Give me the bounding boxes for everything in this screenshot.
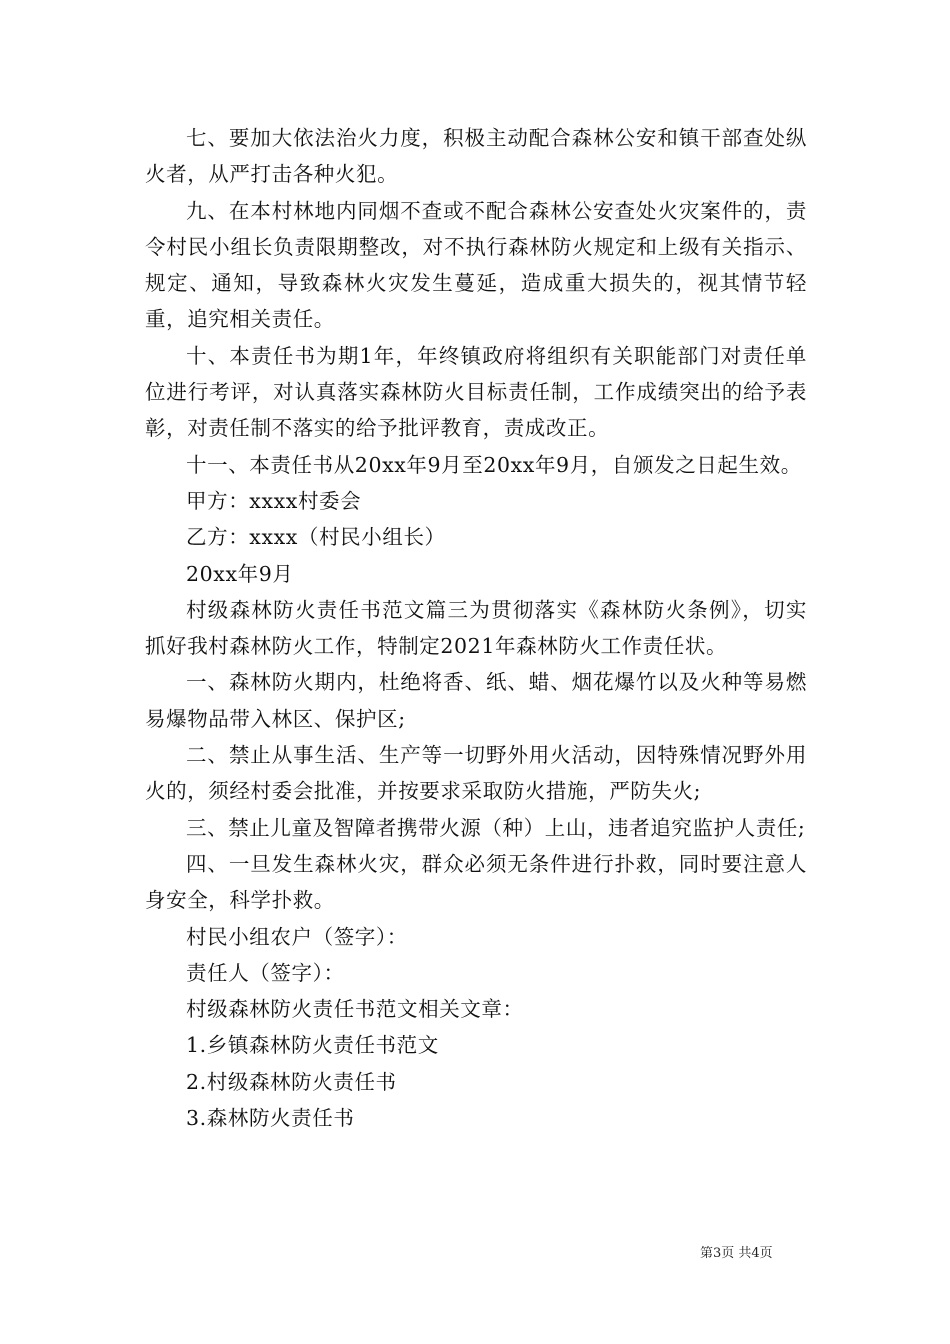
- party-a-line: 甲方：xxxx村委会: [186, 488, 362, 513]
- related-article-link-2[interactable]: 2.村级森林防火责任书: [186, 1069, 397, 1094]
- paragraph-item-three: 三、禁止儿童及智障者携带火源（种）上山，违者追究监护人责任;: [186, 815, 806, 840]
- page-number-footer: 第3页 共4页: [700, 1246, 773, 1261]
- paragraph-nine: 九、在本村林地内同烟不查或不配合森林公安查处火灾案件的，责令村民小组长负责限期整改，对不执行森林防火规定和上级有关指示、规定、通知，导致森林火灾发生蔓延，造成重大损失的，视其情节轻重，追究相关责任。: [145, 198, 807, 332]
- responsible-signature-line: 责任人（签字）：: [186, 960, 345, 985]
- paragraph-item-two: 二、禁止从事生活、生产等一切野外用火活动，因特殊情况野外用火的，须经村委会批准，并按要求采取防火措施，严防失火;: [145, 743, 807, 804]
- paragraph-sample-three-intro: 村级森林防火责任书范文篇三为贯彻落实《森林防火条例》，切实抓好我村森林防火工作，特制定2021年森林防火工作责任状。: [145, 597, 807, 659]
- paragraph-seven: 七、要加大依法治火力度，积极主动配合森林公安和镇干部查处纵火者，从严打击各种火犯。: [145, 126, 807, 187]
- paragraph-eleven: 十一、本责任书从20xx年9月至20xx年9月，自颁发之日起生效。: [186, 452, 802, 477]
- document-body: [145, 120, 807, 1136]
- paragraph-item-four: 四、一旦发生森林火灾，群众必须无条件进行扑救，同时要注意人身安全，科学扑救。: [145, 851, 807, 913]
- date-line: 20xx年9月: [186, 561, 294, 586]
- related-articles-heading: 村级森林防火责任书范文相关文章：: [186, 997, 524, 1022]
- related-article-link-3[interactable]: 3.森林防火责任书: [186, 1106, 355, 1131]
- paragraph-ten: 十、本责任书为期1年，年终镇政府将组织有关职能部门对责任单位进行考评，对认真落实森林防火目标责任制，工作成绩突出的给予表彰，对责任制不落实的给予批评教育，责成改正。: [145, 343, 807, 441]
- paragraph-item-one: 一、森林防火期内，杜绝将香、纸、蜡、烟花爆竹以及火种等易燃易爆物品带入林区、保护区;: [145, 670, 807, 731]
- farmer-signature-line: 村民小组农户（签字）：: [186, 924, 408, 949]
- related-article-link-1[interactable]: 1.乡镇森林防火责任书范文: [186, 1033, 439, 1058]
- party-b-line: 乙方：xxxx（村民小组长）: [186, 525, 446, 550]
